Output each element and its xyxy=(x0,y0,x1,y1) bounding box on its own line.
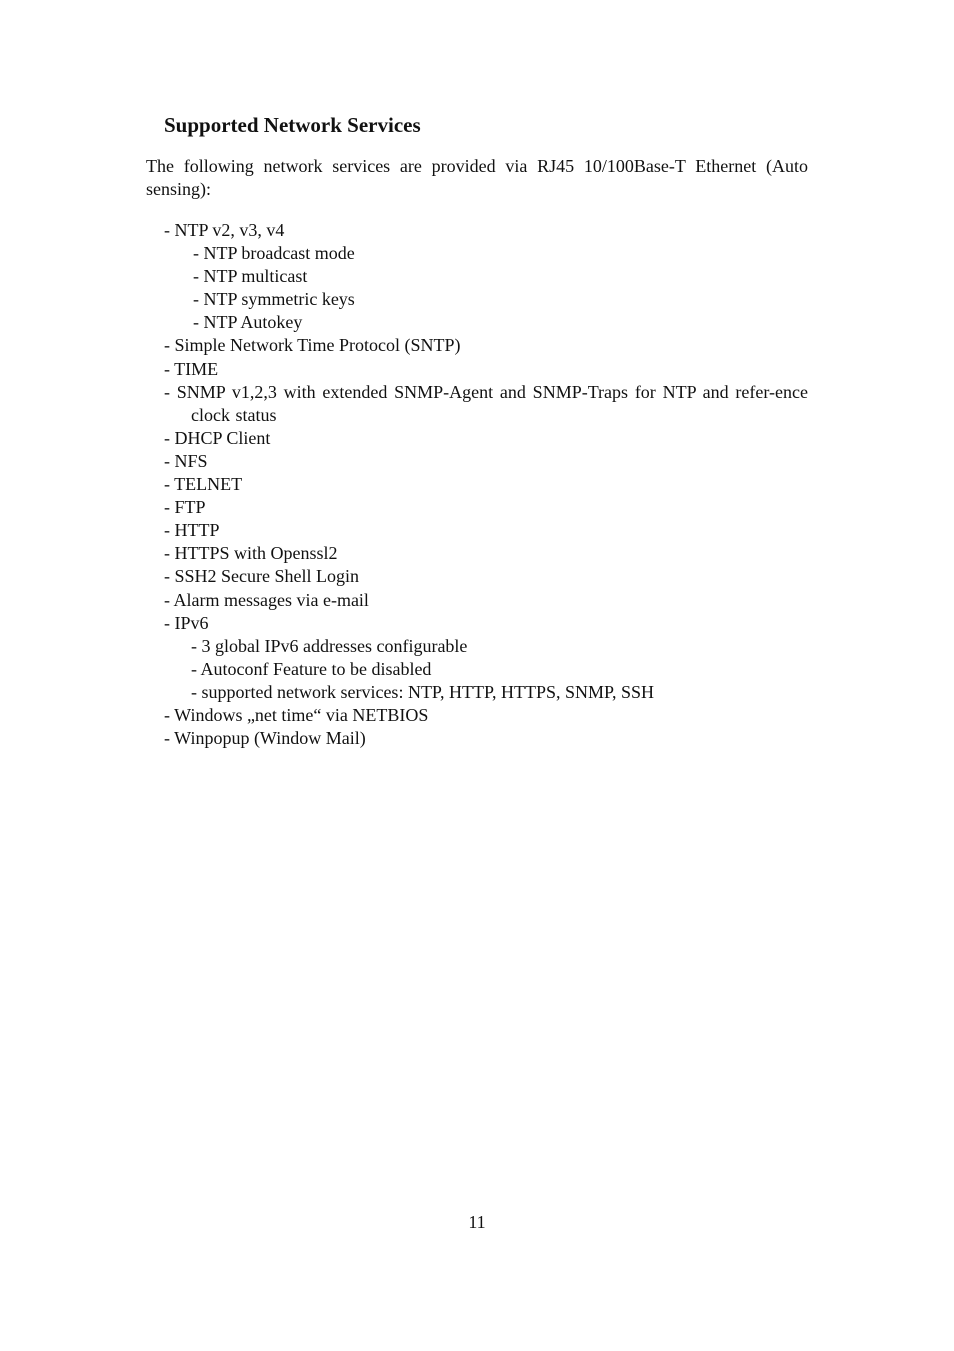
service-item: - NTP v2, v3, v4 xyxy=(164,220,285,240)
service-item: - IPv6 xyxy=(164,612,209,633)
intro-paragraph: The following network services are provided via RJ45 10/100Base-T Ethernet (Auto sensing): xyxy=(146,156,808,199)
service-subitem: - NTP broadcast mode xyxy=(193,243,355,264)
service-subitem: - NTP Autokey xyxy=(193,312,303,333)
page-number: 11 xyxy=(468,1212,486,1232)
service-item: - Winpopup (Window Mail) xyxy=(164,728,366,749)
service-item: - HTTPS with Openssl2 xyxy=(164,543,338,564)
section-heading: Supported Network Services xyxy=(164,113,421,137)
service-subitem: - Autoconf Feature to be disabled xyxy=(191,658,432,679)
service-subitem: - NTP multicast xyxy=(193,266,308,287)
service-item: - HTTP xyxy=(164,520,220,541)
service-item: - SSH2 Secure Shell Login xyxy=(164,566,359,587)
service-item: - TIME xyxy=(164,358,219,379)
services-list xyxy=(164,219,808,750)
service-item: - TELNET xyxy=(164,474,243,495)
service-item: - DHCP Client xyxy=(164,427,271,448)
service-item: - Simple Network Time Protocol (SNTP) xyxy=(164,335,461,356)
service-subitem: - SNMP v1,2,3 with extended SNMP-Agent and SNMP-Traps for NTP and refer-ence clock status xyxy=(164,381,808,425)
service-subitem: - NTP symmetric keys xyxy=(193,289,355,310)
service-item: - Windows „net time“ via NETBIOS xyxy=(164,704,429,725)
service-subitem: - supported network services: NTP, HTTP, HTTPS, SNMP, SSH xyxy=(191,681,655,702)
service-subitem: - 3 global IPv6 addresses configurable xyxy=(191,635,468,656)
service-item: - FTP xyxy=(164,497,206,518)
service-item: - NFS xyxy=(164,450,208,471)
service-item: - Alarm messages via e-mail xyxy=(164,589,369,610)
